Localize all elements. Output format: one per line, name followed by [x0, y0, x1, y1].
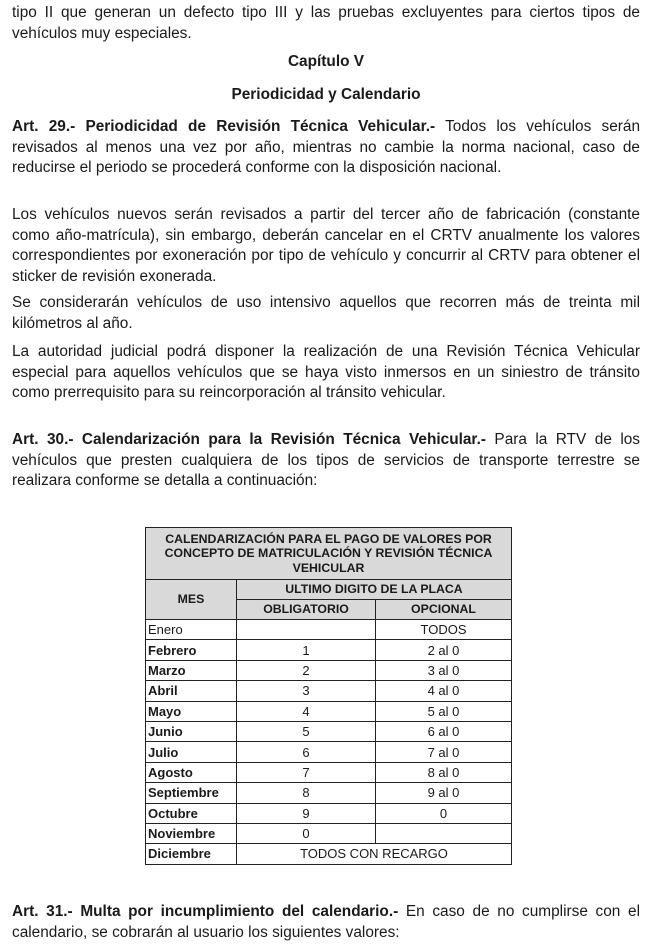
- table-row: [146, 640, 512, 660]
- opcional-cell: 8 al 0: [376, 762, 512, 782]
- column-header-obligatorio: OBLIGATORIO: [237, 600, 376, 620]
- table-row: [146, 660, 512, 680]
- paragraph-judicial: La autoridad judicial podrá disponer la realización de una Revisión Técnica Vehicular especial para aquellos vehículos que se haya visto inmersos en un siniestro de tránsito como prerrequisito para su reincorporación al tránsito vehicular.: [12, 343, 640, 401]
- table-row: [146, 823, 512, 843]
- article-29: [12, 117, 640, 179]
- month-cell: Septiembre: [146, 783, 237, 803]
- obligatorio-cell: 9: [237, 803, 376, 823]
- month-cell: Octubre: [146, 803, 237, 823]
- article-31: [12, 902, 640, 943]
- article-30-text: Para la RTV de los vehículos que presten cualquiera de los tipos de servicios de transporte terrestre se realizara conforme se detalla a continuación:: [12, 431, 640, 489]
- chapter-title: Capítulo V: [287, 53, 365, 70]
- table-row: [146, 803, 512, 823]
- article-31-heading: Art. 31.- Multa por incumplimiento del calendario.-: [12, 903, 399, 920]
- month-cell: Junio: [146, 721, 237, 741]
- opcional-cell: 0: [376, 803, 512, 823]
- column-header-opcional: OPCIONAL: [376, 600, 512, 620]
- article-30-heading: Art. 30.- Calendarización para la Revisión Técnica Vehicular.-: [12, 431, 486, 448]
- month-cell: Noviembre: [146, 823, 237, 843]
- month-cell: Agosto: [146, 762, 237, 782]
- obligatorio-cell: 5: [237, 721, 376, 741]
- opcional-cell: [376, 823, 512, 843]
- opcional-cell: 5 al 0: [376, 701, 512, 721]
- article-31-text: En caso de no cumplirse con el calendario, se cobrarán al usuario los siguientes valores:: [12, 903, 640, 941]
- column-header-group: ULTIMO DIGITO DE LA PLACA: [237, 580, 512, 600]
- table-row: [146, 681, 512, 701]
- calendar-table: [145, 527, 512, 865]
- column-header-mes: MES: [146, 580, 237, 620]
- obligatorio-cell: 1: [237, 640, 376, 660]
- opcional-cell: 3 al 0: [376, 660, 512, 680]
- table-title: CALENDARIZACIÓN PARA EL PAGO DE VALORES POR CONCEPTO DE MATRICULACIÓN Y REVISIÓN TÉCNICA VEHICULAR: [146, 528, 512, 580]
- obligatorio-cell: [237, 620, 376, 640]
- table-row: [146, 762, 512, 782]
- opcional-cell: TODOS: [376, 620, 512, 640]
- article-29-text: Todos los vehículos serán revisados al menos una vez por año, mientras no cambie la norma nacional, caso de reducirse el periodo se procederá conforme con la disposición nacional.: [12, 118, 641, 176]
- table-row: [146, 620, 512, 640]
- month-cell: Mayo: [146, 701, 237, 721]
- table-header-row: [146, 580, 512, 600]
- paragraph-intensive-use: Se considerarán vehículos de uso intensivo aquellos que recorren más de treinta mil kilómetros al año.: [12, 294, 640, 332]
- month-cell: Enero: [146, 620, 237, 640]
- obligatorio-cell: 6: [237, 742, 376, 762]
- diciembre-value-cell: TODOS CON RECARGO: [237, 844, 512, 864]
- month-cell: Julio: [146, 742, 237, 762]
- month-cell: Abril: [146, 681, 237, 701]
- opcional-cell: 7 al 0: [376, 742, 512, 762]
- table-title-row: [146, 528, 512, 580]
- obligatorio-cell: 3: [237, 681, 376, 701]
- table-row: [146, 701, 512, 721]
- article-29-heading: Art. 29.- Periodicidad de Revisión Técnica Vehicular.-: [12, 118, 436, 135]
- paragraph-new-vehicles: Los vehículos nuevos serán revisados a partir del tercer año de fabricación (constante como año-matrícula), sin embargo, deberán cancelar en el CRTV anualmente los valores correspondientes por exoneración por tipo de vehículo y concurrir al CRTV para obtener el sticker de revisión exonerada.: [12, 206, 640, 285]
- obligatorio-cell: 0: [237, 823, 376, 843]
- obligatorio-cell: 2: [237, 660, 376, 680]
- obligatorio-cell: 8: [237, 783, 376, 803]
- article-30: [12, 430, 640, 492]
- obligatorio-cell: 7: [237, 762, 376, 782]
- table-row: [146, 721, 512, 741]
- month-cell: Diciembre: [146, 844, 237, 864]
- month-cell: Marzo: [146, 660, 237, 680]
- opcional-cell: 6 al 0: [376, 721, 512, 741]
- chapter-subtitle: Periodicidad y Calendario: [231, 86, 421, 103]
- table-row: [146, 783, 512, 803]
- intro-paragraph: tipo II que generan un defecto tipo III y las pruebas excluyentes para ciertos tipos de vehículos muy especiales.: [12, 4, 640, 42]
- opcional-cell: 4 al 0: [376, 681, 512, 701]
- opcional-cell: 9 al 0: [376, 783, 512, 803]
- obligatorio-cell: 4: [237, 701, 376, 721]
- table-row: [146, 844, 512, 864]
- opcional-cell: 2 al 0: [376, 640, 512, 660]
- month-cell: Febrero: [146, 640, 237, 660]
- table-row: [146, 742, 512, 762]
